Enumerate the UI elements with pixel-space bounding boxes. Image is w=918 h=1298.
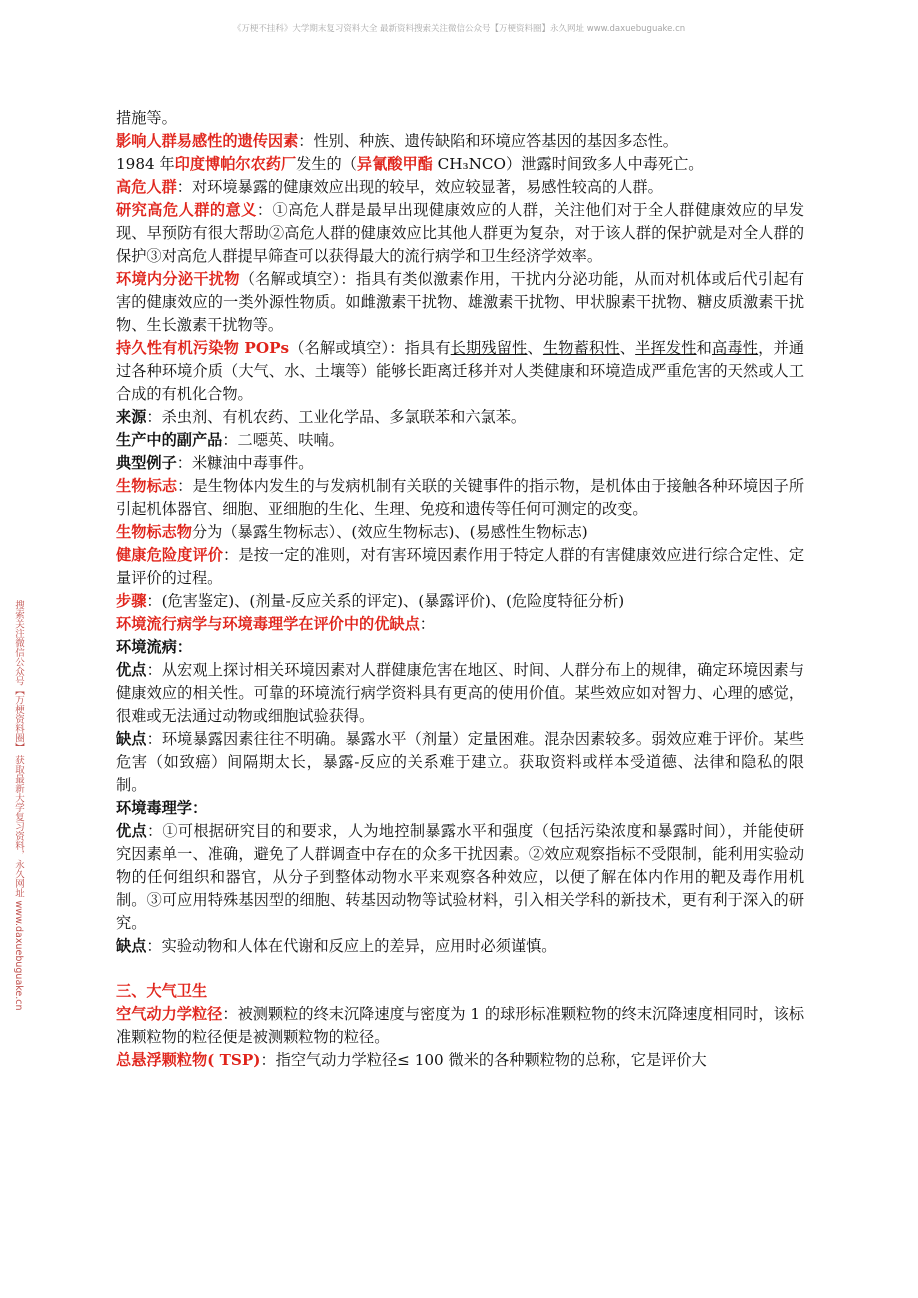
- term: 典型例子: [116, 454, 177, 472]
- term: 缺点: [116, 730, 147, 748]
- paragraph: 影响人群易感性的遗传因素：性别、种族、遗传缺陷和环境应答基因的基因多态性。: [116, 132, 678, 150]
- paragraph: 典型例子：米糠油中毒事件。: [116, 454, 314, 472]
- paragraph: 研究高危人群的意义：①高危人群是最早出现健康效应的人群，关注他们对于全人群健康效应的早发现、早预防有很大帮助②高危人群的健康效应比其他人群更为复杂，对于该人群的保护就是对全人群的保护③对高危人群提早筛查可以获得最大的流行病学和卫生经济学效率。: [116, 201, 805, 265]
- paragraph: 环境内分泌干扰物（名解或填空）：指具有类似激素作用，干扰内分泌功能，从而对机体或后代引起有害的健康效应的一类外源性物质。如雌激素干扰物、雄激素干扰物、甲状腺素干扰物、糖皮质激素干扰物、生长激素干扰物等。: [116, 270, 805, 334]
- paragraph: 生产中的副产品：二噁英、呋喃。: [116, 431, 344, 449]
- term: 印度博帕尔农药厂: [174, 155, 297, 173]
- page-header: 《万梗不挂科》大学期末复习资料大全 最新资料搜索关注微信公众号【万梗资料圈】永久网址 www.daxuebuguake.cn: [232, 24, 686, 34]
- paragraph: 持久性有机污染物 POPs（名解或填空）：指具有长期残留性、生物蓄积性、半挥发性和高毒性，并通过各种环境介质（大气、水、土壤等）能够长距离迁移并对人类健康和环境造成严重危害的天然或人工合成的有机化合物。: [116, 339, 805, 403]
- paragraph: 1984 年印度博帕尔农药厂发生的（异氰酸甲酯 CH₃NCO）泄露时间致多人中毒死亡。: [116, 155, 704, 173]
- paragraph: 步骤：(危害鉴定)、(剂量-反应关系的评定)、(暴露评价)、(危险度特征分析): [116, 592, 625, 610]
- term: 总悬浮颗粒物( TSP): [116, 1051, 261, 1069]
- term: 影响人群易感性的遗传因素: [116, 132, 299, 150]
- paragraph: 来源：杀虫剂、有机农药、工业化学品、多氯联苯和六氯苯。: [116, 408, 527, 426]
- term: 健康危险度评价: [116, 546, 224, 564]
- term: 生物标志: [116, 477, 178, 495]
- paragraph: 生物标志：是生物体内发生的与发病机制有关联的关键事件的指示物，是机体由于接触各种环境因子所引起机体器官、细胞、亚细胞的生化、生理、免疫和遗传等任何可测定的改变。: [116, 477, 805, 518]
- paragraph: 总悬浮颗粒物( TSP)：指空气动力学粒径≤ 100 微米的各种颗粒物的总称，它是评价大: [116, 1051, 707, 1069]
- term: 生产中的副产品: [116, 431, 223, 449]
- paragraph: 生物标志物分为（暴露生物标志）、(效应生物标志)、(易感性生物标志): [116, 523, 588, 541]
- term: 研究高危人群的意义: [116, 201, 257, 219]
- term: 生物标志物: [116, 523, 192, 541]
- term: 缺点: [116, 937, 147, 955]
- term: 优点: [116, 822, 147, 840]
- term: 环境内分泌干扰物: [116, 270, 240, 288]
- term: 异氰酸甲酯: [356, 155, 433, 173]
- paragraph: 优点：从宏观上探讨相关环境因素对人群健康危害在地区、时间、人群分布上的规律，确定环境因素与健康效应的相关性。可靠的环境流行病学资料具有更高的使用价值。某些效应如对智力、心理的感觉，很难或无法通过动物或细胞试验获得。: [116, 661, 805, 725]
- subheading: 环境流病：: [116, 638, 192, 656]
- paragraph: 缺点：实验动物和人体在代谢和反应上的差异，应用时必须谨慎。: [116, 937, 557, 955]
- paragraph: 高危人群：对环境暴露的健康效应出现的较早，效应较显著，易感性较高的人群。: [116, 178, 663, 196]
- term: 环境流行病学与环境毒理学在评价中的优缺点: [116, 615, 420, 633]
- subheading: 环境毒理学：: [116, 799, 208, 817]
- paragraph: 优点：①可根据研究目的和要求，人为地控制暴露水平和强度（包括污染浓度和暴露时间），并能使研究因素单一、准确，避免了人群调查中存在的众多干扰因素。②效应观察指标不受限制，能利用实验动物的任何组织和器官，从分子到整体动物水平来观察各种效应，以便了解在体内作用的靶及毒作用机制。③可应用特殊基因型的细胞、转基因动物等试验材料，引入相关学科的新技术，更有利于深入的研究。: [116, 822, 805, 932]
- document-body: [116, 107, 804, 1072]
- paragraph: 环境流行病学与环境毒理学在评价中的优缺点：: [116, 615, 435, 633]
- term: 空气动力学粒径: [116, 1005, 223, 1023]
- term: 持久性有机污染物 POPs: [116, 339, 290, 357]
- paragraph: 措施等。: [116, 109, 177, 127]
- paragraph: 健康危险度评价：是按一定的准则，对有害环境因素作用于特定人群的有害健康效应进行综合定性、定量评价的过程。: [116, 546, 805, 587]
- term: 优点: [116, 661, 147, 679]
- paragraph: 空气动力学粒径：被测颗粒的终末沉降速度与密度为 1 的球形标准颗粒物的终末沉降速度相同时，该标准颗粒物的粒径便是被测颗粒物的粒径。: [116, 1005, 805, 1046]
- term: 高危人群: [116, 178, 177, 196]
- term: 步骤: [116, 592, 147, 610]
- paragraph: 缺点：环境暴露因素往往不明确。暴露水平（剂量）定量困难。混杂因素较多。弱效应难于评价。某些危害（如致癌）间隔期太长，暴露-反应的关系难于建立。获取资料或样本受道德、法律和隐私的限制。: [116, 730, 805, 794]
- side-watermark: 搜索关注微信公众号【万梗资料圈】 获取最新大学复习资料，永久网址 www.daxuebuguake.cn: [13, 600, 24, 1011]
- term: 来源: [116, 408, 147, 426]
- section-heading: 三、大气卫生: [116, 982, 208, 1000]
